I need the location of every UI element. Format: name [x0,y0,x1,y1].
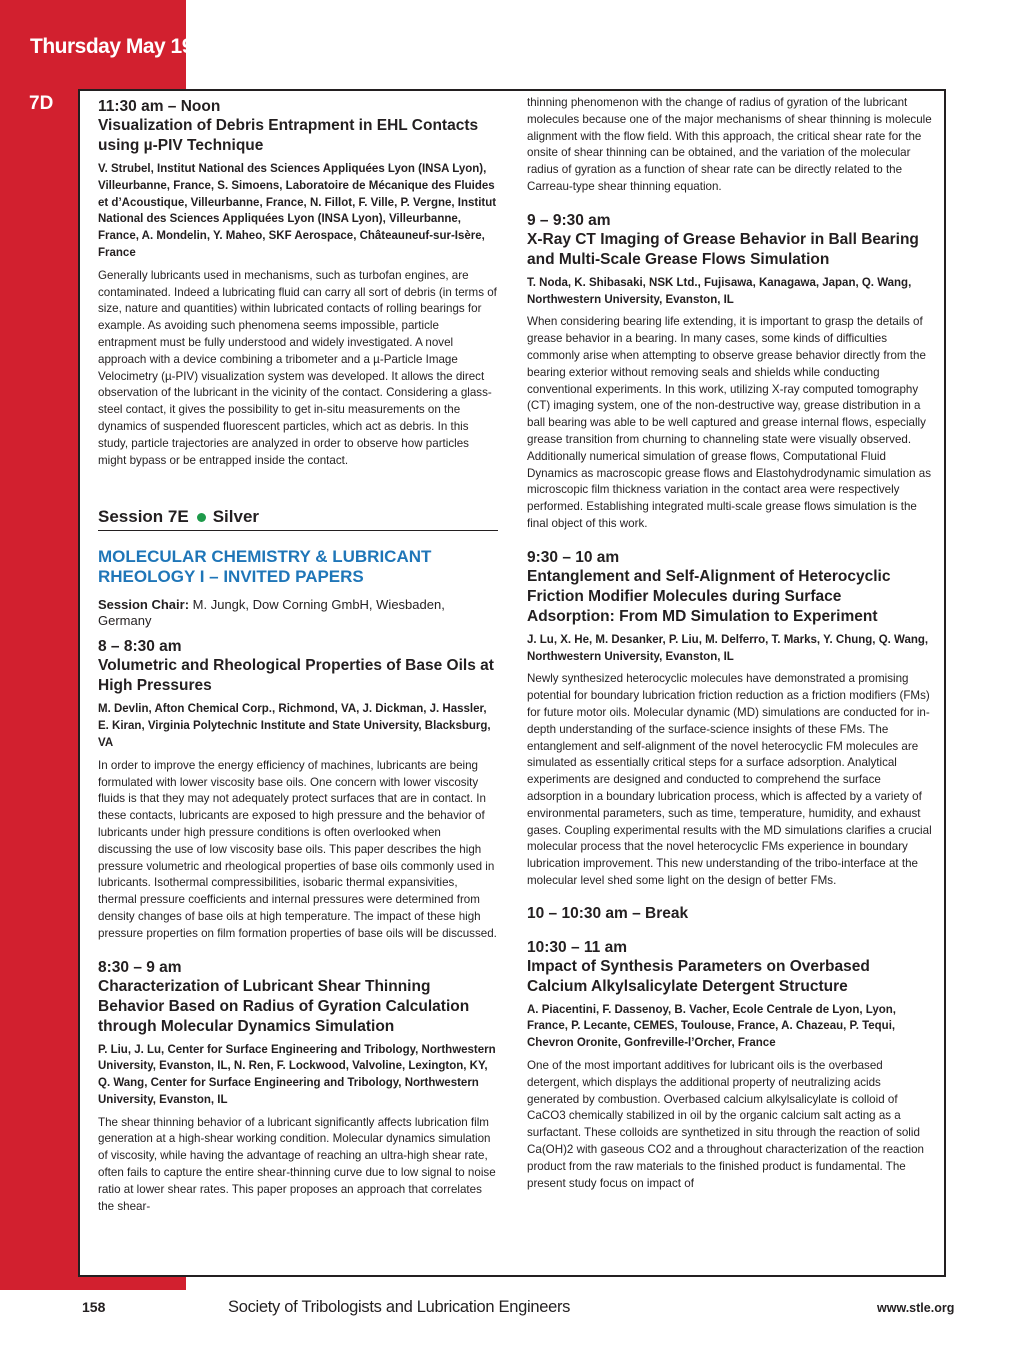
break-label: 10 – 10:30 am – Break [527,904,689,922]
session-code-label: 7D [29,93,54,114]
talk-abstract: The shear thinning behavior of a lubricant significantly affects lubrication film generation at a high-shear working condition. Molecular dynamics simulation of viscosity, while having the advantage of reaching an ultra-high shear rate, often fails to capture the entire shear-thinning curve due to low signal to noise ratio at lower shear rates. This paper proposes an approach that correlates the shear- [98,1115,496,1213]
talk-time: 10:30 – 11 am [527,938,627,956]
website-link[interactable]: www.stle.org [877,1301,955,1315]
talk-title: Impact of Synthesis Parameters on Overbased Calcium Alkylsalicylate Detergent Structure [527,957,870,995]
session-room: Silver [212,507,260,527]
talk-title: Visualization of Debris Entrapment in EHL Contacts using µ-PIV Technique [98,117,479,154]
talk-block [527,938,932,1193]
room-dot-icon [197,513,206,522]
left-column [98,97,498,1230]
session-chair-label: Session Chair: [98,597,190,613]
talk-time: 9:30 – 10 am [527,548,620,566]
talk-abstract: Newly synthesized heterocyclic molecules have demonstrated a promising potential for boundary lubrication friction reduction as a friction modifiers (FMs) for future motor oils. Molecular dynamic (MD) simulations are conducted for in-depth understanding of the surface-science insights of these FMs. The entanglement and self-alignment of the novel heterocyclic FM molecules are simulated as essentially critical steps for a surface adsorption. Analytical experiments are designed and conducted to comprehend the surface adsorption in a boundary lubrication process, which is affected by a variety of environmental parameters, such as time, temperature, humidity, and exhaust gases. Coupling experimental results with the MD simulations clarifies a crucial molecular process that the novel heterocyclic FMs experience in boundary lubrication improvement. This new understanding of the tribo-interface at the molecular level shed some light on the design of better FMs. [527,672,932,887]
page-footer [0,1290,1024,1355]
talk-abstract: When considering bearing life extending, it is important to grasp the details of grease behavior in a bearing. In many cases, some kinds of difficulties commonly arise when attempting to observe grease behavior directly from the bearing exterior without removing seals and shields while conducting conventional experiments. In this work, utilizing X-ray computed tomography (CT) imaging system, one of the non-destructive way, grease distribution in a ball bearing was able to be well captured and grease internal flows, especially grease transition from churning to channeling state were visually observed. Additionally numerical simulation of grease flows, Computational Fluid Dynamics as macroscopic grease flows and Elastohydrodynamic simulation as microscopic film thickness variation in the contact area were respectively performed. Establishing integrated multi-scale grease flows simulation is the final object of this work. [527,315,932,530]
talk-time: 8 – 8:30 am [98,638,182,656]
talk-title: Volumetric and Rheological Properties of Base Oils at High Pressures [98,657,494,695]
session-label: Session 7E [98,507,189,527]
talk-title: Characterization of Lubricant Shear Thinning Behavior Based on Radius of Gyration Calculation through Molecular Dynamics Simulation [98,977,470,1035]
talk-title: Entanglement and Self-Alignment of Heterocyclic Friction Modifier Molecules during Surface Adsorption: From MD Simulation to Experiment [527,567,891,625]
talk-abstract: Generally lubricants used in mechanisms, such as turbofan engines, are contaminated. Indeed a lubricating fluid can carry all sort of debris (in terms of size, nature and quantities) within lubricated contacts of rolling bearings for example. As avoiding such phenomena seems impossible, particle entrapment must be fully understood and widely investigated. A novel approach with a device combining a tribometer and a µ-Particle Image Velocimetry (µ-PIV) visualization system was developed. It allows the direct observation of the lubricant in the vicinity of the contact. Considering a glass-steel contact, it gives the possibility to get in-situ measurements on the dynamics of suspended fluorescent particles, which act as debris. In this study, particle trajectories are analyzed in order to observe how particles might bypass or be entrapped inside the contact. [98,268,497,467]
talk-abstract: In order to improve the energy efficiency of machines, lubricants are being formulated with lower viscosity base oils. One concern with lower viscosity fluids is that they may not adequately protect surfaces that are in contact. In these contacts, lubricants are exposed to high pressure and the behavior of lubricants under high pressure conditions is often overlooked when discussing the use of low viscosity base oils. This paper describes the high pressure volumetric and rheological properties of base oils commonly used in lubricants. Isothermal compressibilities, isobaric thermal expansivities, thermal pressure coefficients and internal pressures were determined from density changes of base oils at high temperature. The impact of these high pressure properties on film formation properties of base oils will be discussed. [98,758,497,940]
talk-authors: M. Devlin, Afton Chemical Corp., Richmond, VA, J. Dickman, J. Hassler, E. Kiran, Virginia Polytechnic Institute and State University, Blacksburg, VA [98,703,491,749]
talk-authors: V. Strubel, Institut National des Sciences Appliquées Lyon (INSA Lyon), Villeurbanne, France, S. Simoens, Laboratoire de Mécanique des Fluides et d’Acoustique, Villeurbanne, France, N. Fillot, F. Ville, P. Vergne, Institut National des Sciences Appliquées Lyon (INSA Lyon), Villeurbanne, France, A. Mondelin, Y. Maheo, SKF Aerospace, Châteauneuf-sur-Isère, France [98,163,497,259]
schedule-content-box [78,89,946,1277]
session-chair [98,597,498,629]
talk-time: 11:30 am – Noon [98,98,221,115]
talk-time: 9 – 9:30 am [527,211,611,229]
session-chair-value: M. Jungk, Dow Corning GmbH, Wiesbaden, Germany [98,597,445,629]
day-heading: Thursday May 19 [30,35,193,58]
session-title: MOLECULAR CHEMISTRY & LUBRICANT RHEOLOGY I – INVITED PAPERS [98,547,432,587]
talk-block [98,637,498,942]
talk-abstract: One of the most important additives for lubricant oils is the overbased detergent, which displays the additional property of neutralizing acids generated by combustion. Overbased calcium alkylsalicylate is colloid of CaCO3 chemically stabilized in oil by the organic calcium salt acting as a surfactant. These colloids are synthetized in situ through the reaction of solid Ca(OH)2 with gaseous CO2 and a throughout characterization of the reaction product from the raw materials to the finished product is fundamental. The present study focus on impact of [527,1059,924,1190]
talk-block [527,211,932,533]
continued-abstract: thinning phenomenon with the change of radius of gyration of the lubricant molecules because one of the major mechanisms of shear thinning is molecule alignment with the flow field. With this approach, the critical shear rate for the onsite of shear thinning can be obtained, and the variation of the molecular radius of gyration as a function of shear rate can be directly related to the Carreau-type shear thinning equation. [527,96,932,193]
organization-name: Society of Tribologists and Lubrication Engineers [228,1298,571,1316]
talk-block [98,958,498,1216]
session-header [98,507,498,531]
talk-block [527,548,932,890]
talk-time: 8:30 – 9 am [98,958,182,976]
right-column [527,95,932,1207]
talk-authors: P. Liu, J. Lu, Center for Surface Engineering and Tribology, Northwestern University, Evanston, IL, N. Ren, F. Lockwood, Valvoline, Lexington, KY, Q. Wang, Center for Surface Engineering and Tribology, Northwestern University, Evanston, IL [98,1043,496,1106]
talk-authors: A. Piacentini, F. Dassenoy, B. Vacher, Ecole Centrale de Lyon, Lyon, France, P. Lecante, CEMES, Toulouse, France, A. Chazeau, P. Tequi, Chevron Oronite, Gonfreville-l’Orcher, France [527,1003,896,1050]
talk-block [98,97,498,469]
talk-authors: J. Lu, X. He, M. Desanker, P. Liu, M. Delferro, T. Marks, Y. Chung, Q. Wang, Northwestern University, Evanston, IL [527,633,929,663]
talk-title: X-Ray CT Imaging of Grease Behavior in Ball Bearing and Multi-Scale Grease Flows Simulation [527,230,919,268]
page-number: 158 [82,1299,106,1315]
talk-authors: T. Noda, K. Shibasaki, NSK Ltd., Fujisawa, Kanagawa, Japan, Q. Wang, Northwestern University, Evanston, IL [527,276,912,306]
